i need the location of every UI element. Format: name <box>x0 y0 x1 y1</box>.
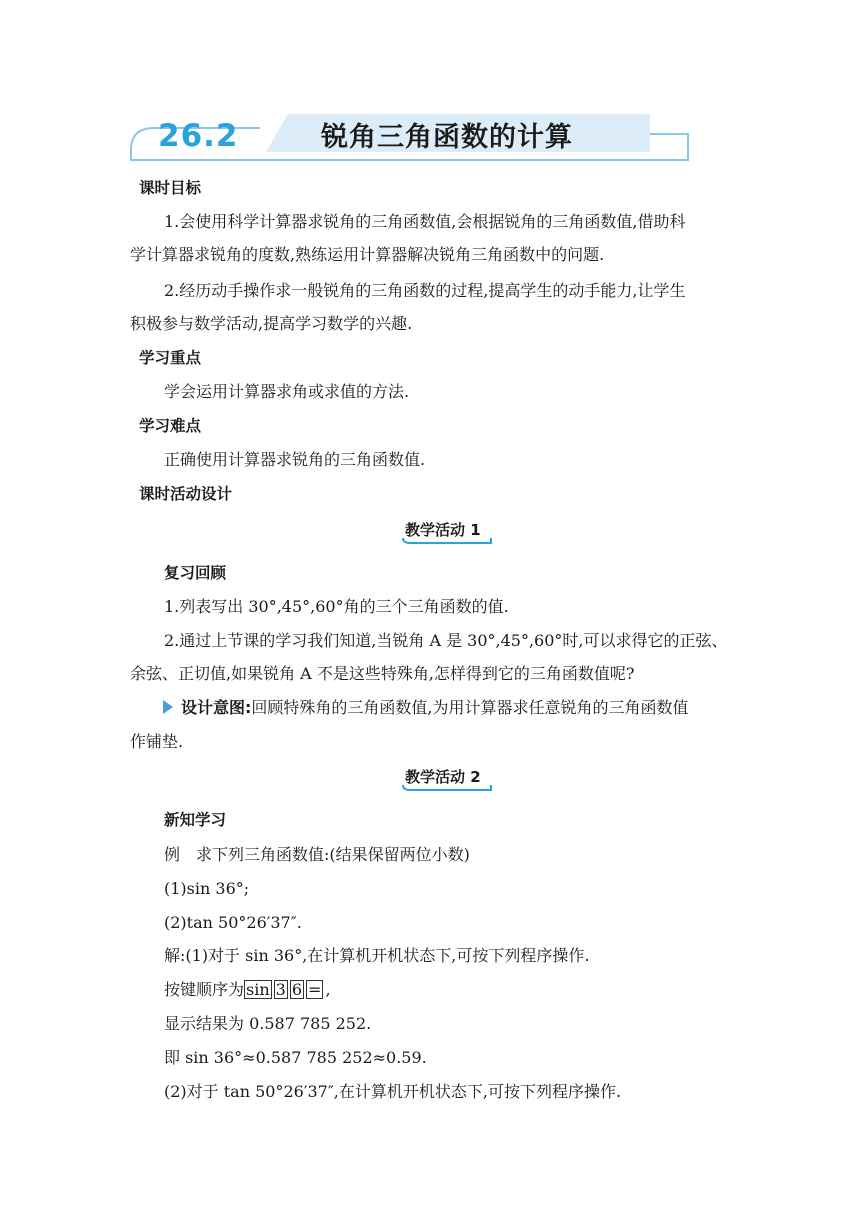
example-part-1: (1)sin 36°; <box>164 879 250 898</box>
activity-2-text: 教学活动 2 <box>405 768 481 786</box>
goal-1-line-2: 学计算器求锐角的度数,熟练运用计算器解决锐角三角函数中的问题. <box>130 245 605 264</box>
key-sequence-line <box>164 980 331 1000</box>
heading-review: 复习回顾 <box>164 564 227 582</box>
review-2-line-2: 余弦、正切值,如果锐角 A 不是这些特殊角,怎样得到它的三角函数值呢? <box>130 664 635 683</box>
review-2-line-1: 2.通过上节课的学习我们知道,当锐角 A 是 30°,45°,60°时,可以求得它的正弦、 <box>164 631 728 650</box>
heading-key-point: 学习重点 <box>139 349 202 367</box>
key-6: 6 <box>291 980 303 999</box>
section-header <box>128 110 690 166</box>
activity-1-label <box>402 519 484 545</box>
goal-1-line-1: 1.会使用科学计算器求锐角的三角函数值,会根据锐角的三角函数值,借助科 <box>164 212 686 231</box>
design-intent-label: 设计意图: <box>181 698 252 717</box>
goal-2-line-1: 2.经历动手操作求一般锐角的三角函数的过程,提高学生的动手能力,让学生 <box>164 281 686 300</box>
key-sequence-prefix: 按键顺序为 <box>164 980 245 999</box>
example-statement: 例 求下列三角函数值:(结果保留两位小数) <box>164 845 470 864</box>
result-conclusion: 即 sin 36°≈0.587 785 252≈0.59. <box>164 1048 427 1067</box>
heading-goal: 课时目标 <box>139 179 202 197</box>
design-intent-text: 回顾特殊角的三角函数值,为用计算器求任意锐角的三角函数值 <box>251 698 689 717</box>
triangle-bullet-icon <box>163 700 173 714</box>
example-part-2: (2)tan 50°26′37″. <box>164 913 302 932</box>
heading-new-knowledge: 新知学习 <box>164 811 227 829</box>
key-equals: = <box>308 980 322 999</box>
activity-2-label <box>402 766 484 792</box>
solution-part-1: 解:(1)对于 sin 36°,在计算机开机状态下,可按下列程序操作. <box>164 946 590 965</box>
activity-2-underline <box>402 784 494 794</box>
difficulty-text: 正确使用计算器求锐角的三角函数值. <box>164 450 426 469</box>
section-number: 26.2 <box>158 118 239 154</box>
heading-difficulty: 学习难点 <box>139 417 202 435</box>
key-point-text: 学会运用计算器求角或求值的方法. <box>164 382 410 401</box>
design-intent-line-2: 作铺垫. <box>130 732 184 751</box>
section-title: 锐角三角函数的计算 <box>321 122 573 153</box>
design-intent-line-1 <box>163 698 689 718</box>
key-sin: sin <box>246 980 270 999</box>
activity-1-underline <box>402 537 494 547</box>
review-1: 1.列表写出 30°,45°,60°角的三个三角函数的值. <box>164 597 509 616</box>
activity-1-text: 教学活动 1 <box>405 521 481 539</box>
key-3: 3 <box>275 980 286 999</box>
heading-activity-design: 课时活动设计 <box>139 485 233 503</box>
solution-part-2: (2)对于 tan 50°26′37″,在计算机开机状态下,可按下列程序操作. <box>164 1082 622 1101</box>
display-result: 显示结果为 0.587 785 252. <box>164 1014 372 1033</box>
key-sequence-suffix: , <box>325 980 331 999</box>
goal-2-line-2: 积极参与数学活动,提高学习数学的兴趣. <box>130 314 413 333</box>
